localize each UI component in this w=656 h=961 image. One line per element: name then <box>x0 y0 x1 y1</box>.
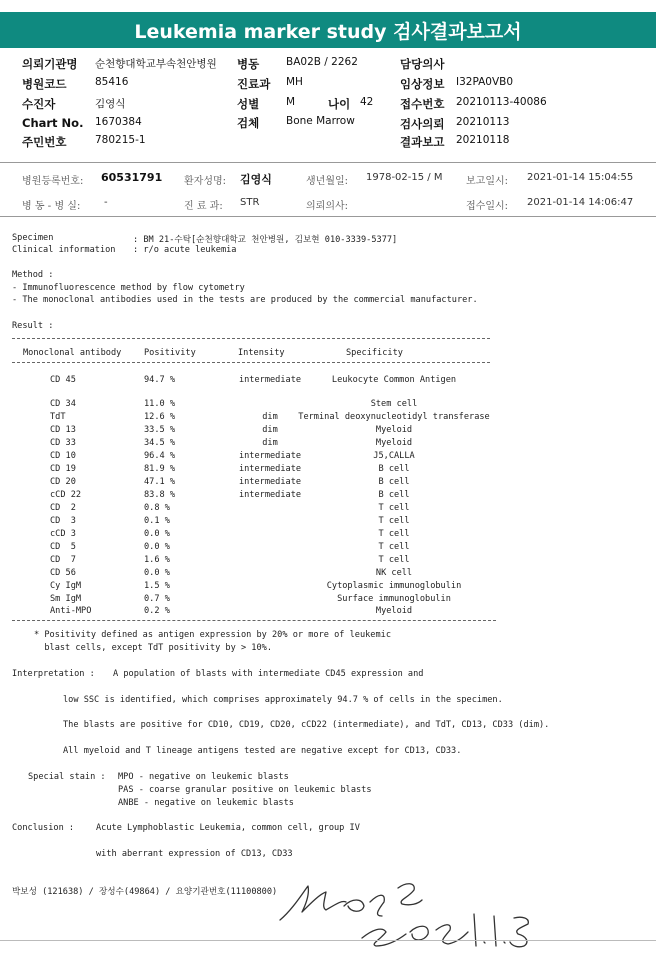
cell-positivity: 94.7 % <box>144 375 176 385</box>
cell-antibody: CD 3 <box>50 516 76 526</box>
cell-specificity: Myeloid <box>375 606 413 616</box>
reg-no-label: 병원등록번호: <box>22 176 84 187</box>
footnote-line: * Positivity defined as antigen expression by 20% or more of leukemic <box>34 630 391 640</box>
interpretation-line: A population of blasts with intermediate CD45 expression and <box>113 669 424 679</box>
signers: 박보성 (121638) / 장성수(49864) / 요양기관번호(11100800) <box>12 887 278 897</box>
cell-antibody: Anti-MPO <box>50 606 92 616</box>
cell-intensity: dim <box>262 412 278 422</box>
cell-positivity: 12.6 % <box>144 412 176 422</box>
cell-specificity: Terminal deoxynucleotidyl transferase <box>298 412 490 422</box>
dept: STR <box>240 197 260 208</box>
cell-antibody: CD 19 <box>50 464 76 474</box>
header-label: 진료과 <box>237 77 271 91</box>
cell-specificity: B cell <box>378 490 410 500</box>
cell-positivity: 81.9 % <box>144 464 176 474</box>
cell-intensity: dim <box>262 425 278 435</box>
cell-antibody: cCD 22 <box>50 490 82 500</box>
cell-antibody: TdT <box>50 412 66 422</box>
cell-antibody: Sm IgM <box>50 594 82 604</box>
header-label: 임상정보 <box>400 77 445 91</box>
ward: - <box>104 197 108 208</box>
cell-positivity: 0.0 % <box>144 568 170 578</box>
header-label: 담당의사 <box>400 57 445 71</box>
cell-intensity: intermediate <box>238 490 302 500</box>
conclusion-line: with aberrant expression of CD13, CD33 <box>96 849 293 859</box>
cell-positivity: 0.1 % <box>144 516 170 526</box>
dob: 1978-02-15 / M <box>366 172 443 183</box>
special-stain-line: MPO - negative on leukemic blasts <box>118 772 289 782</box>
dept-label: 진 료 과: <box>184 201 223 212</box>
interpretation-line: low SSC is identified, which comprises approximately 94.7 % of cells in the specimen. <box>63 695 503 705</box>
header-value: I32PA0VB0 <box>456 76 514 88</box>
header-value: 순천향대학교부속천안병원 <box>95 58 217 70</box>
cell-antibody: CD 20 <box>50 477 76 487</box>
header-value: 20210113-40086 <box>456 96 547 108</box>
doctor-label: 의뢰의사: <box>306 201 349 212</box>
cell-intensity: intermediate <box>238 464 302 474</box>
col-header-positivity: Positivity <box>144 348 196 358</box>
cell-intensity: dim <box>262 438 278 448</box>
cell-positivity: 0.0 % <box>144 529 170 539</box>
cell-specificity: Stem cell <box>370 399 418 409</box>
interpretation-line: The blasts are positive for CD10, CD19, CD20, cCD22 (intermediate), and TdT, CD13, CD33 (dim). <box>63 720 550 730</box>
cell-positivity: 1.5 % <box>144 581 170 591</box>
special-stain-label: Special stain : <box>28 772 106 782</box>
received-label: 접수일시: <box>466 201 509 212</box>
header-label: 검체 <box>237 116 260 130</box>
header-label: 주민번호 <box>22 135 67 149</box>
cell-specificity: Surface immunoglobulin <box>337 594 451 604</box>
header-value: BA02B / 2262 <box>286 56 358 68</box>
conclusion-label: Conclusion : <box>12 823 75 833</box>
cell-antibody: cCD 3 <box>50 529 76 539</box>
interpretation-label: Interpretation : <box>12 669 95 679</box>
divider <box>0 162 656 163</box>
cell-antibody: CD 13 <box>50 425 76 435</box>
footnote-line: blast cells, except TdT positivity by > 10%. <box>34 643 272 653</box>
clinical-label: Clinical information <box>12 245 116 255</box>
cell-positivity: 0.0 % <box>144 542 170 552</box>
cell-antibody: Cy IgM <box>50 581 82 591</box>
cell-positivity: 0.7 % <box>144 594 170 604</box>
cell-positivity: 83.8 % <box>144 490 176 500</box>
cell-positivity: 0.8 % <box>144 503 170 513</box>
specimen-value: : BM 21-수탁[순천향대학교 천안병원, 김보현 010-3339-5377] <box>133 235 398 245</box>
cell-intensity: intermediate <box>238 477 302 487</box>
method-line: - The monoclonal antibodies used in the tests are produced by the commercial manufacturer. <box>12 295 478 305</box>
cell-antibody: CD 56 <box>50 568 76 578</box>
received-datetime: 2021-01-14 14:06:47 <box>527 197 634 208</box>
patient-label: 환자성명: <box>184 176 227 187</box>
interpretation-line: All myeloid and T lineage antigens tested are negative except for CD13, CD33. <box>63 746 462 756</box>
result-label: Result : <box>12 321 54 331</box>
header-value: 1670384 <box>95 116 142 128</box>
header-value: Bone Marrow <box>286 115 355 127</box>
header-label: 접수번호 <box>400 97 445 111</box>
header-label: 병원코드 <box>22 77 67 91</box>
cell-specificity: Leukocyte Common Antigen <box>331 375 457 385</box>
table-rule <box>12 338 490 339</box>
special-stain-line: PAS - coarse granular positive on leukemic blasts <box>118 785 372 795</box>
divider <box>0 216 656 217</box>
cell-antibody: CD 10 <box>50 451 76 461</box>
cell-intensity: intermediate <box>238 451 302 461</box>
cell-positivity: 34.5 % <box>144 438 176 448</box>
header-value: 20210118 <box>456 134 510 146</box>
conclusion-line: Acute Lymphoblastic Leukemia, common cell, group IV <box>96 823 360 833</box>
cell-antibody: CD 7 <box>50 555 76 565</box>
header-label: 병동 <box>237 57 260 71</box>
dob-label: 생년월일: <box>306 176 349 187</box>
cell-positivity: 47.1 % <box>144 477 176 487</box>
table-rule <box>12 362 490 363</box>
header-value: 42 <box>360 96 374 108</box>
header-label: 검사의뢰 <box>400 117 445 131</box>
cell-specificity: T cell <box>378 503 410 513</box>
header-label: 나이 <box>328 97 351 111</box>
special-stain-line: ANBE - negative on leukemic blasts <box>118 798 294 808</box>
header-label: 성별 <box>237 97 260 111</box>
cell-antibody: CD 2 <box>50 503 76 513</box>
header-value: M <box>286 96 296 108</box>
cell-antibody: CD 45 <box>50 375 76 385</box>
patient-name: 김영식 <box>240 173 272 186</box>
specimen-label: Specimen <box>12 233 54 243</box>
header-label: 결과보고 <box>400 135 445 149</box>
handwritten-signature <box>278 876 538 948</box>
header-value: MH <box>286 76 303 88</box>
cell-specificity: T cell <box>378 542 410 552</box>
cell-specificity: T cell <box>378 555 410 565</box>
header-label: 수진자 <box>22 97 56 111</box>
cell-specificity: Myeloid <box>375 425 413 435</box>
divider <box>0 940 656 941</box>
method-line: - Immunofluorescence method by flow cytometry <box>12 283 245 293</box>
report-title: Leukemia marker study 검사결과보고서 <box>134 20 522 43</box>
clinical-value: : r/o acute leukemia <box>133 245 237 255</box>
cell-positivity: 1.6 % <box>144 555 170 565</box>
cell-antibody: CD 5 <box>50 542 76 552</box>
cell-positivity: 11.0 % <box>144 399 176 409</box>
header-value: 780215-1 <box>95 134 146 146</box>
cell-specificity: T cell <box>378 529 410 539</box>
method-label: Method : <box>12 270 54 280</box>
reg-no: 60531791 <box>101 171 163 184</box>
cell-antibody: CD 34 <box>50 399 76 409</box>
header-label: Chart No. <box>22 116 84 130</box>
cell-specificity: Myeloid <box>375 438 413 448</box>
col-header-specificity: Specificity <box>346 348 403 358</box>
cell-specificity: NK cell <box>375 568 413 578</box>
header-value: 20210113 <box>456 116 510 128</box>
header-value: 85416 <box>95 76 129 88</box>
cell-specificity: J5,CALLA <box>373 451 415 461</box>
col-header-intensity: Intensity <box>238 348 285 358</box>
cell-antibody: CD 33 <box>50 438 76 448</box>
col-header-antibody: Monoclonal antibody <box>23 348 122 358</box>
cell-specificity: T cell <box>378 516 410 526</box>
header-value: 김영식 <box>95 98 126 110</box>
report-title-banner <box>0 12 656 48</box>
cell-positivity: 96.4 % <box>144 451 176 461</box>
cell-positivity: 0.2 % <box>144 606 170 616</box>
cell-specificity: B cell <box>378 464 410 474</box>
header-label: 의뢰기관명 <box>22 57 78 71</box>
cell-positivity: 33.5 % <box>144 425 176 435</box>
cell-intensity: intermediate <box>238 375 302 385</box>
cell-specificity: B cell <box>378 477 410 487</box>
cell-specificity: Cytoplasmic immunoglobulin <box>326 581 462 591</box>
report-label: 보고일시: <box>466 176 509 187</box>
ward-label: 병 동 - 병 실: <box>22 201 81 212</box>
report-datetime: 2021-01-14 15:04:55 <box>527 172 634 183</box>
table-rule <box>12 620 496 621</box>
